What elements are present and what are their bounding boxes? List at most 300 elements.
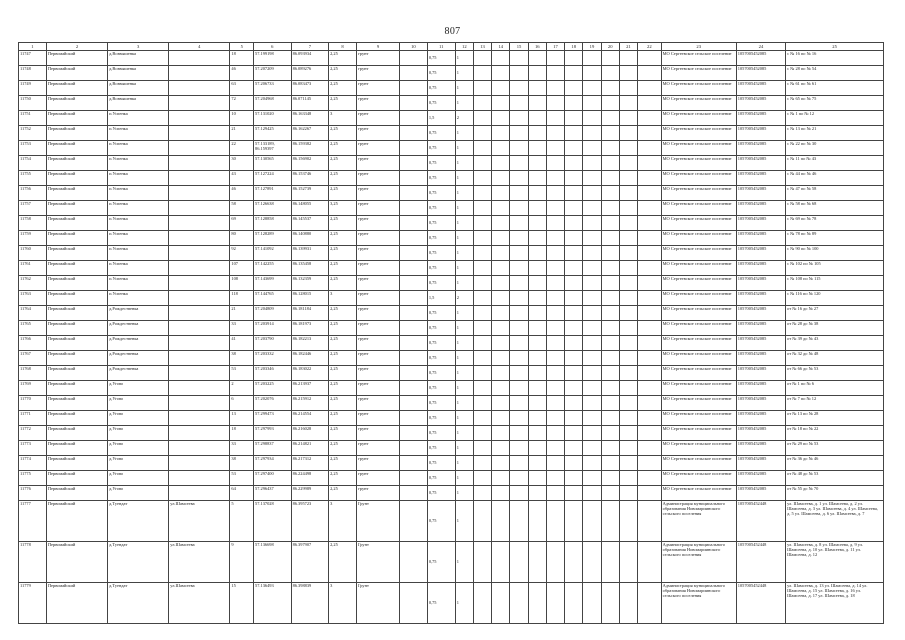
cell-empty <box>528 246 546 261</box>
cell-addr: с № 47 по № 58 <box>786 186 884 201</box>
cell-owner: Администрация муниципального образования Новомариинского сельского поселения <box>661 501 736 542</box>
cell-area: 2,25 <box>329 231 357 246</box>
cell-street <box>169 366 230 381</box>
cell-area: 2,25 <box>329 216 357 231</box>
cell-surface: грунт <box>357 396 400 411</box>
cell-empty <box>492 141 510 156</box>
cell-empty <box>399 486 427 501</box>
cell-id: 11756 <box>19 186 47 201</box>
cell-inn: 1057005452085 <box>736 456 785 471</box>
cell-area: 2,25 <box>329 156 357 171</box>
cell-empty <box>492 583 510 624</box>
cell-vol: 0,75 <box>427 426 455 441</box>
table-row <box>19 366 884 381</box>
cell-id: 11760 <box>19 246 47 261</box>
cell-district: Первомайский <box>46 231 107 246</box>
cell-empty <box>565 486 583 501</box>
cell-locality: п.Успенка <box>108 216 169 231</box>
cell-district: Первомайский <box>46 583 107 624</box>
cell-empty <box>601 66 619 81</box>
cell-empty <box>473 276 491 291</box>
cell-locality: п.Успенка <box>108 141 169 156</box>
cell-empty <box>473 306 491 321</box>
cell-house: 13 <box>230 411 254 426</box>
cell-area: 2,25 <box>329 51 357 66</box>
cell-empty <box>638 96 662 111</box>
cell-count: 2 <box>455 291 473 306</box>
cell-empty <box>638 456 662 471</box>
cell-street <box>169 351 230 366</box>
cell-id: 11763 <box>19 291 47 306</box>
cell-addr: от № 55 до № 70 <box>786 486 884 501</box>
cell-empty <box>510 336 528 351</box>
cell-empty <box>583 96 601 111</box>
cell-count: 1 <box>455 456 473 471</box>
cell-empty <box>528 66 546 81</box>
cell-house: 30 <box>230 156 254 171</box>
registry-table <box>18 42 884 624</box>
cell-street <box>169 456 230 471</box>
cell-empty <box>546 366 564 381</box>
cell-lon: 86.163348 <box>291 111 329 126</box>
cell-lon: 86.229989 <box>291 486 329 501</box>
cell-empty <box>565 186 583 201</box>
cell-empty <box>619 66 637 81</box>
cell-owner: МО Сергеевское сельское поселение <box>661 216 736 231</box>
cell-street <box>169 126 230 141</box>
cell-empty <box>638 246 662 261</box>
cell-empty <box>528 141 546 156</box>
table-row <box>19 81 884 96</box>
cell-empty <box>619 81 637 96</box>
cell-lat: 57.130565 <box>254 156 292 171</box>
cell-lon: 86.135458 <box>291 261 329 276</box>
cell-district: Первомайский <box>46 126 107 141</box>
cell-addr: с № 22 по № 30 <box>786 141 884 156</box>
cell-count: 1 <box>455 51 473 66</box>
cell-empty <box>399 66 427 81</box>
cell-empty <box>565 171 583 186</box>
cell-surface: грунт <box>357 306 400 321</box>
cell-vol: 0,75 <box>427 471 455 486</box>
table-row <box>19 126 884 141</box>
cell-vol: 0,75 <box>427 321 455 336</box>
cell-empty <box>638 351 662 366</box>
cell-empty <box>546 126 564 141</box>
cell-street <box>169 51 230 66</box>
cell-addr: от № 13 по № 28 <box>786 411 884 426</box>
cell-empty <box>583 501 601 542</box>
cell-count: 1 <box>455 186 473 201</box>
cell-count: 1 <box>455 583 473 624</box>
cell-locality: п.Успенка <box>108 186 169 201</box>
cell-lat: 57.137028 <box>254 501 292 542</box>
cell-empty <box>492 201 510 216</box>
table-row <box>19 186 884 201</box>
cell-vol: 0,75 <box>427 276 455 291</box>
cell-empty <box>492 396 510 411</box>
cell-empty <box>492 381 510 396</box>
header-cell: 1 <box>19 43 47 51</box>
cell-addr: от № 1 по № 6 <box>786 381 884 396</box>
cell-empty <box>528 156 546 171</box>
cell-empty <box>528 261 546 276</box>
cell-empty <box>601 171 619 186</box>
cell-lat: 57.203790 <box>254 336 292 351</box>
cell-empty <box>528 456 546 471</box>
cell-empty <box>546 321 564 336</box>
cell-empty <box>399 246 427 261</box>
cell-addr: от № 66 до № 53 <box>786 366 884 381</box>
cell-empty <box>638 216 662 231</box>
cell-addr: с № 11 по № 43 <box>786 156 884 171</box>
cell-empty <box>638 51 662 66</box>
cell-empty <box>565 471 583 486</box>
cell-addr: с № 69 по № 78 <box>786 216 884 231</box>
cell-locality: д.Угово <box>108 486 169 501</box>
cell-empty <box>565 542 583 583</box>
cell-lon: 86.132359 <box>291 276 329 291</box>
cell-empty <box>399 141 427 156</box>
cell-house: 15 <box>230 583 254 624</box>
cell-empty <box>473 156 491 171</box>
cell-vol: 0,75 <box>427 66 455 81</box>
cell-lon: 86.140880 <box>291 231 329 246</box>
cell-empty <box>473 441 491 456</box>
cell-empty <box>528 351 546 366</box>
cell-lon: 86.181973 <box>291 321 329 336</box>
cell-house: 64 <box>230 486 254 501</box>
cell-empty <box>492 186 510 201</box>
cell-inn: 1057005452085 <box>736 246 785 261</box>
table-row <box>19 411 884 426</box>
cell-house: 18 <box>230 426 254 441</box>
cell-empty <box>473 231 491 246</box>
cell-vol: 0,75 <box>427 441 455 456</box>
cell-empty <box>528 96 546 111</box>
cell-empty <box>601 291 619 306</box>
cell-inn: 1057005452085 <box>736 216 785 231</box>
cell-empty <box>601 321 619 336</box>
cell-empty <box>510 471 528 486</box>
cell-owner: МО Сергеевское сельское поселение <box>661 336 736 351</box>
cell-surface: грунт <box>357 141 400 156</box>
cell-empty <box>546 583 564 624</box>
cell-id: 11775 <box>19 471 47 486</box>
cell-empty <box>546 96 564 111</box>
cell-empty <box>565 583 583 624</box>
cell-surface: грунт <box>357 96 400 111</box>
table-row <box>19 66 884 81</box>
cell-house: 38 <box>230 351 254 366</box>
cell-empty <box>528 81 546 96</box>
cell-empty <box>638 441 662 456</box>
cell-lon: 86.395723 <box>291 501 329 542</box>
cell-house: 53 <box>230 366 254 381</box>
cell-vol: 0,75 <box>427 201 455 216</box>
cell-count: 1 <box>455 366 473 381</box>
cell-empty <box>510 51 528 66</box>
cell-district: Первомайский <box>46 66 107 81</box>
cell-empty <box>619 231 637 246</box>
cell-empty <box>510 291 528 306</box>
cell-district: Первомайский <box>46 201 107 216</box>
cell-area: 2,25 <box>329 456 357 471</box>
cell-empty <box>546 471 564 486</box>
cell-empty <box>473 81 491 96</box>
cell-inn: 1057005452085 <box>736 396 785 411</box>
cell-inn: 1057005452085 <box>736 366 785 381</box>
cell-house: 46 <box>230 186 254 201</box>
cell-count: 1 <box>455 306 473 321</box>
cell-empty <box>638 141 662 156</box>
cell-empty <box>565 426 583 441</box>
cell-surface: грунт <box>357 216 400 231</box>
cell-empty <box>492 351 510 366</box>
cell-addr: от № 16 до № 27 <box>786 306 884 321</box>
cell-empty <box>583 351 601 366</box>
table-row <box>19 321 884 336</box>
cell-empty <box>619 583 637 624</box>
cell-empty <box>638 126 662 141</box>
cell-empty <box>492 96 510 111</box>
cell-district: Первомайский <box>46 276 107 291</box>
cell-count: 1 <box>455 501 473 542</box>
cell-lat: 57.144765 <box>254 291 292 306</box>
cell-empty <box>399 231 427 246</box>
header-cell: 22 <box>638 43 662 51</box>
cell-empty <box>601 441 619 456</box>
cell-empty <box>510 126 528 141</box>
header-cell: 23 <box>661 43 736 51</box>
cell-empty <box>619 126 637 141</box>
cell-empty <box>601 51 619 66</box>
cell-lon: 86.213937 <box>291 381 329 396</box>
cell-empty <box>565 501 583 542</box>
cell-area: 3 <box>329 111 357 126</box>
cell-empty <box>619 411 637 426</box>
cell-surface: грунт <box>357 246 400 261</box>
cell-area: 2,25 <box>329 426 357 441</box>
cell-empty <box>492 411 510 426</box>
cell-inn: 1057005452085 <box>736 291 785 306</box>
cell-locality: п.Успенка <box>108 201 169 216</box>
header-cell: 25 <box>786 43 884 51</box>
cell-count: 1 <box>455 261 473 276</box>
cell-empty <box>565 141 583 156</box>
cell-lon: 86.148055 <box>291 201 329 216</box>
cell-empty <box>638 156 662 171</box>
cell-area: 2,25 <box>329 96 357 111</box>
table-row <box>19 471 884 486</box>
cell-surface: грунт <box>357 276 400 291</box>
cell-count: 1 <box>455 396 473 411</box>
cell-empty <box>601 126 619 141</box>
cell-inn: 1057005452085 <box>736 51 785 66</box>
cell-empty <box>473 186 491 201</box>
cell-empty <box>583 542 601 583</box>
cell-empty <box>583 411 601 426</box>
cell-empty <box>528 396 546 411</box>
cell-empty <box>510 321 528 336</box>
cell-lat: 57.126638 <box>254 201 292 216</box>
cell-empty <box>619 51 637 66</box>
cell-inn: 1057005452085 <box>736 321 785 336</box>
cell-empty <box>473 426 491 441</box>
cell-empty <box>601 471 619 486</box>
cell-house: 9 <box>230 542 254 583</box>
cell-empty <box>528 291 546 306</box>
cell-lat: 57.207209 <box>254 66 292 81</box>
cell-district: Первомайский <box>46 441 107 456</box>
cell-empty <box>546 51 564 66</box>
cell-street <box>169 141 230 156</box>
cell-empty <box>601 231 619 246</box>
cell-id: 11764 <box>19 306 47 321</box>
cell-vol: 0,75 <box>427 486 455 501</box>
cell-house: 80 <box>230 231 254 246</box>
cell-empty <box>546 351 564 366</box>
cell-locality: д.Угово <box>108 471 169 486</box>
cell-street: ул.Шамсеева <box>169 501 230 542</box>
cell-count: 1 <box>455 96 473 111</box>
cell-empty <box>492 126 510 141</box>
cell-addr: с № 90 по № 100 <box>786 246 884 261</box>
cell-empty <box>492 276 510 291</box>
header-cell: 16 <box>528 43 546 51</box>
cell-empty <box>619 276 637 291</box>
table-row <box>19 486 884 501</box>
cell-empty <box>492 336 510 351</box>
cell-empty <box>473 396 491 411</box>
cell-inn: 1057005452085 <box>736 231 785 246</box>
cell-empty <box>510 186 528 201</box>
cell-owner: МО Сергеевское сельское поселение <box>661 51 736 66</box>
cell-empty <box>399 81 427 96</box>
cell-empty <box>399 456 427 471</box>
cell-id: 11766 <box>19 336 47 351</box>
cell-district: Первомайский <box>46 261 107 276</box>
cell-empty <box>399 366 427 381</box>
cell-empty <box>565 96 583 111</box>
cell-house: 46 <box>230 66 254 81</box>
cell-lat: 57.296437 <box>254 486 292 501</box>
cell-empty <box>619 96 637 111</box>
cell-area: 2,25 <box>329 276 357 291</box>
cell-addr: с № 102 по № 105 <box>786 261 884 276</box>
cell-empty <box>473 471 491 486</box>
cell-empty <box>565 336 583 351</box>
cell-empty <box>601 306 619 321</box>
cell-owner: МО Сергеевское сельское поселение <box>661 471 736 486</box>
cell-owner: МО Сергеевское сельское поселение <box>661 426 736 441</box>
cell-empty <box>510 96 528 111</box>
cell-vol: 0,75 <box>427 81 455 96</box>
cell-empty <box>583 381 601 396</box>
cell-inn: 1057005452085 <box>736 141 785 156</box>
cell-empty <box>601 141 619 156</box>
cell-empty <box>528 216 546 231</box>
header-row <box>19 43 884 51</box>
cell-count: 1 <box>455 126 473 141</box>
cell-count: 2 <box>455 111 473 126</box>
header-cell: 3 <box>108 43 169 51</box>
cell-empty <box>473 336 491 351</box>
cell-empty <box>492 66 510 81</box>
cell-lat: 57.143699 <box>254 276 292 291</box>
cell-empty <box>583 171 601 186</box>
cell-empty <box>583 441 601 456</box>
cell-empty <box>510 501 528 542</box>
cell-vol: 0,75 <box>427 381 455 396</box>
cell-inn: 1057005452448 <box>736 501 785 542</box>
cell-empty <box>399 306 427 321</box>
cell-locality: п.Успенка <box>108 291 169 306</box>
cell-surface: грунт <box>357 351 400 366</box>
cell-empty <box>565 126 583 141</box>
cell-inn: 1057005452085 <box>736 186 785 201</box>
cell-surface: грунт <box>357 111 400 126</box>
cell-lat: 57.136493 <box>254 583 292 624</box>
cell-empty <box>546 306 564 321</box>
cell-lon: 86.089276 <box>291 66 329 81</box>
cell-surface: грунт <box>357 261 400 276</box>
cell-empty <box>399 171 427 186</box>
cell-street <box>169 381 230 396</box>
cell-owner: МО Сергеевское сельское поселение <box>661 321 736 336</box>
header-cell: 9 <box>357 43 400 51</box>
cell-empty <box>583 126 601 141</box>
cell-id: 11748 <box>19 66 47 81</box>
cell-district: Первомайский <box>46 351 107 366</box>
cell-locality: п.Успенка <box>108 261 169 276</box>
cell-empty <box>473 216 491 231</box>
cell-inn: 1057005452085 <box>736 441 785 456</box>
cell-empty <box>473 501 491 542</box>
cell-surface: грунт <box>357 171 400 186</box>
header-cell: 15 <box>510 43 528 51</box>
cell-lat: 57.128858 <box>254 216 292 231</box>
cell-owner: МО Сергеевское сельское поселение <box>661 381 736 396</box>
cell-locality: д.Возвышенка <box>108 51 169 66</box>
table-row <box>19 583 884 624</box>
cell-empty <box>565 351 583 366</box>
cell-locality: д.Угово <box>108 456 169 471</box>
cell-area: 2,25 <box>329 171 357 186</box>
cell-count: 1 <box>455 336 473 351</box>
table-row <box>19 291 884 306</box>
cell-vol: 0,75 <box>427 336 455 351</box>
cell-lon: 86.156902 <box>291 156 329 171</box>
cell-empty <box>583 261 601 276</box>
cell-lat: 57.202076 <box>254 396 292 411</box>
cell-street <box>169 66 230 81</box>
cell-empty <box>583 583 601 624</box>
cell-addr: от № 28 до № 38 <box>786 321 884 336</box>
cell-owner: МО Сергеевское сельское поселение <box>661 306 736 321</box>
cell-vol: 0,75 <box>427 96 455 111</box>
cell-area: 2,25 <box>329 471 357 486</box>
cell-area: 3 <box>329 291 357 306</box>
cell-owner: МО Сергеевское сельское поселение <box>661 201 736 216</box>
cell-lon: 86.183022 <box>291 366 329 381</box>
cell-empty <box>619 186 637 201</box>
cell-empty <box>619 261 637 276</box>
cell-empty <box>583 456 601 471</box>
cell-lon: 86.397907 <box>291 542 329 583</box>
cell-empty <box>565 111 583 126</box>
cell-owner: МО Сергеевское сельское поселение <box>661 171 736 186</box>
